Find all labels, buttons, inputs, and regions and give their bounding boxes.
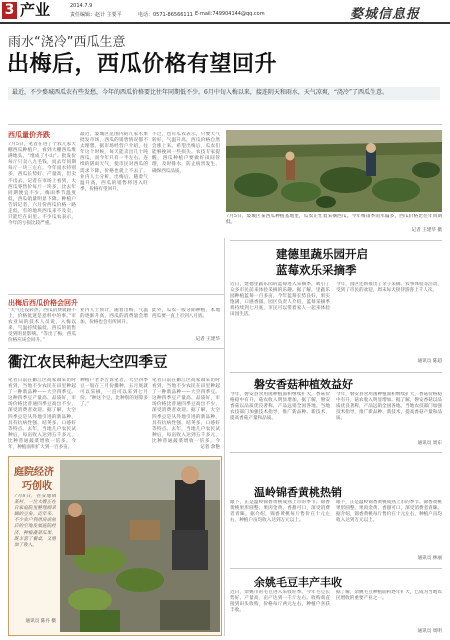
right3-headline: 温岭锦香黄桃热销 [254,486,342,499]
divider [230,568,442,569]
photo-article-headline-1: 庭院经济 [14,467,54,478]
lead-photo-caption: 7月5日，婺城区某西瓜种植基地里，瓜农正忙着采摘西瓜。今年梅雨季雨水偏多，西瓜价格比往年同期低。 [226,214,442,226]
article2-body-col2: 种植户老李告诉笔者，大空四季豆一般在三月份播种，五月底就可以采摘，一直可以采到七月份。“种这个豆，比种别的划算多了。” [80,378,148,408]
watermelon-photo [226,130,442,212]
lead-kicker: 雨水“浇冷”西瓜生意 [8,35,126,50]
masthead-rule [0,22,450,24]
article2-author: 记者 余艳 [200,445,220,450]
issue-date: 2014.7.9 [70,3,93,9]
right3-body-col1: 眼下，正是温岭锦香黄桃成熟上市的季节。锦香黄桃果形圆整、果肉金黄、香甜可口，深受消费者青睐。据介绍，锦香黄桃每斤售价在十元左右，种植户亩均收入达到万元以上。 [230,500,330,524]
lead-author: 记者 王建华 [195,337,220,342]
divider [230,452,442,453]
right3-author: 通讯员 林丽 [417,556,442,561]
lead-subhead-2: 出梅后西瓜价格会回升 [8,299,78,307]
right2-author: 通讯员 周东 [417,441,442,446]
lead-body-col1: 7月5日，笔者在进了个农几家大棚西瓜种植户，看到大棚西瓜堆满地头，“堆成了小山”。批发价每斤只卖八九毛钱，而去年同期每斤一块三左右。今年雨水特别多，西瓜长势好、产量高，但卖不出去。记者在市场上看到，大西瓜零售价每斤一块多，比去年同期便宜不少。梅雨季节温度低，西瓜销量明显下降。种植户告诉记者，六月份西瓜价格一路走低，有的地块西瓜来不及卖，只能烂在田里。不少瓜农表示，今年的亏损比较严重。 [8,142,76,227]
article2-body-col3: 笔者日前在衢江区高家镇采访时看到，当地不少农民在田里种起了一种新品种——大空四季豆。这种四季豆产量高、品质好，市场价格比普通四季豆高出不少，深受消费者欢迎。据了解，大空四季豆是从外地引进的新品种，具有抗病性强、结荚多、口感好等特点。去年，当地几户农民试种后，每亩收入达到五千多元，比种普通蔬菜增收一倍多。今 [152,378,220,444]
divider [230,240,442,241]
watermelon-field-image [226,130,442,212]
column-divider [224,238,225,636]
right2-body-col1: 今年，磐安县食用菌种植面积继续扩大，香菇价格稳中有升，菇农收入明显增加。据了解，磐安香菇以品质优良著称，产品远销全国各地。当地农技部门加强技术指导，推广新品种、新技术，提高香菇产量和品质。 [230,392,330,422]
right1-headline-1: 建德里蔬乐园开启 [276,247,368,261]
right1-body-col1: 近日，建德里蔬乐园的蓝莓进入采摘季，吸引了众多市民前来体验采摘的乐趣。据了解，里蔬乐园种植蓝莓一百多亩，今年蓝莓长势良好，果实饱满，口感香甜。园区负责人介绍，蓝莓采摘季将持续到七月底，市民可以带着家人一起来体验田园生活。 [230,282,330,318]
lead-body-col2: 最近，婺城区范围内的几家水果批发市场，西瓜的销售情况都不太理想。据市场经营户介绍，往年这个时候，每天能卖出几十吨西瓜，而今年只有一半左右。连续的阴雨天气，使市民对西瓜的需求下降，价格也就上不去了。业内人士分析，出梅后，随着气温升高，西瓜的销售将进入旺季，价格有望回升。 [80,132,148,192]
lead-intro: 最近，不少婺城西瓜农有些发愁，今年的西瓜价格要比往年同期低不少。6月中旬入梅以来，接连阴天和雨水，天气凉爽，“浇冷”了西瓜生意。 [8,87,440,100]
editor-credit: 责任编辑：赵计 主要平 [70,12,122,18]
page-number: 3 [2,2,17,19]
courtyard-produce-image [60,460,220,632]
lead-body-col5: 业内人士预计，随着出梅，气温的逐渐升高，西瓜的消费量会增加，价格也会有所回升。 [80,308,148,326]
photo-article-credit: 通讯员 陈丹 摄 [25,619,56,624]
lead-subhead: 西瓜量价齐跌 [8,131,50,139]
newspaper-logo: 婺城信息报 [350,7,421,22]
courtyard-photo [60,460,220,632]
divider [230,372,442,373]
divider [8,348,224,349]
photo-article-caption: 7月8日，在安地镇某村，一位大嫂正在自家庭院里整理刚采摘的豆角。近年来，不少农户利用房前屋后的空地发展庭院经济，种植蔬菜瓜果，既丰富了餐桌，又增加了收入。 [14,494,56,548]
divider [8,294,224,295]
divider [8,124,442,125]
right2-headline: 磐安香菇种植效益好 [254,378,353,391]
right4-body-col1: 近日，余姚市的毛豆进入采收旺季。今年毛豆长势好、产量高，亩产达到一千斤左右。收购商直接到田头收购，价格每斤两元左右，种植户喜获丰收。 [230,590,330,614]
lead-photo-credit: 记者 王建华 摄 [411,228,442,233]
photo-article-headline-2: 巧创收 [22,481,52,492]
right1-body-col2: 今年，园区还新推出了亲子采摘、农事体验等活动，受到了市民的欢迎，周末每天接待游客上千人次。 [336,282,442,294]
masthead [0,0,450,22]
right1-headline-2: 蓝莓欢乐采摘季 [276,263,357,277]
section-name: 产业 [20,1,51,19]
lead-body-col6: 此外，瓜农一般分期种植，本地西瓜要一直上市到八月底。 [152,308,220,320]
lead-headline: 出梅后，西瓜价格有望回升 [7,52,278,77]
right4-author: 通讯员 周明 [417,629,442,634]
right3-body-col2: 眼下，正是温岭锦香黄桃成熟上市的季节。锦香黄桃果形圆整、果肉金黄、香甜可口，深受消费者青睐。据介绍，锦香黄桃每斤售价在十元左右，种植户亩均收入达到万元以上。 [336,500,442,524]
right2-body-col2: 今年，磐安县食用菌种植面积继续扩大，香菇价格稳中有升，菇农收入明显增加。据了解，磐安香菇以品质优良著称，产品远销全国各地。当地农技部门加强技术指导，推广新品种、新技术，提高香菇产量和品质。 [336,392,442,422]
lead-body-col4: “天气还没转热，西瓜消费就跟不上，价格低迷是意料中的事。”市农业局的技术人员说，入梅以来，气温持续偏低，西瓜的销售受到明显影响。“等出了梅，西瓜价格应该会回升。” [8,308,76,344]
article2-headline: 衢江农民种起大空四季豆 [8,355,168,371]
right4-headline: 余姚毛豆丰产丰收 [254,576,342,589]
lead-body-col3: 不过，也有瓜农表示，只要天气转好，气温升高，西瓜价格自然会涨上来。希望出梅后，瓜农们能够挽回一些损失。农技专家提醒，西瓜种植户要做好田间管理，及时排水，防止病害发生，确保西瓜品质。 [152,132,220,174]
phone-number: 电话：0571-86566111 [138,12,193,18]
right1-author: 通讯员 陈超 [417,359,442,364]
email-address: E-mail:749904144@qq.com [195,11,265,17]
right4-body-col2: 据了解，余姚毛豆种植面积逐年扩大，已成为当地农民增收的重要产业之一。 [336,590,442,602]
article2-body-col1: 笔者日前在衢江区高家镇采访时看到，当地不少农民在田里种起了一种新品种——大空四季豆。这种四季豆产量高、品质好，市场价格比普通四季豆高出不少，深受消费者欢迎。据了解，大空四季豆是从外地引进的新品种，具有抗病性强、结荚多、口感好等特点。去年，当地几户农民试种后，每亩收入达到五千多元，比种普通蔬菜增收一倍多。今年，种植面积扩大到一百多亩。 [8,378,76,451]
